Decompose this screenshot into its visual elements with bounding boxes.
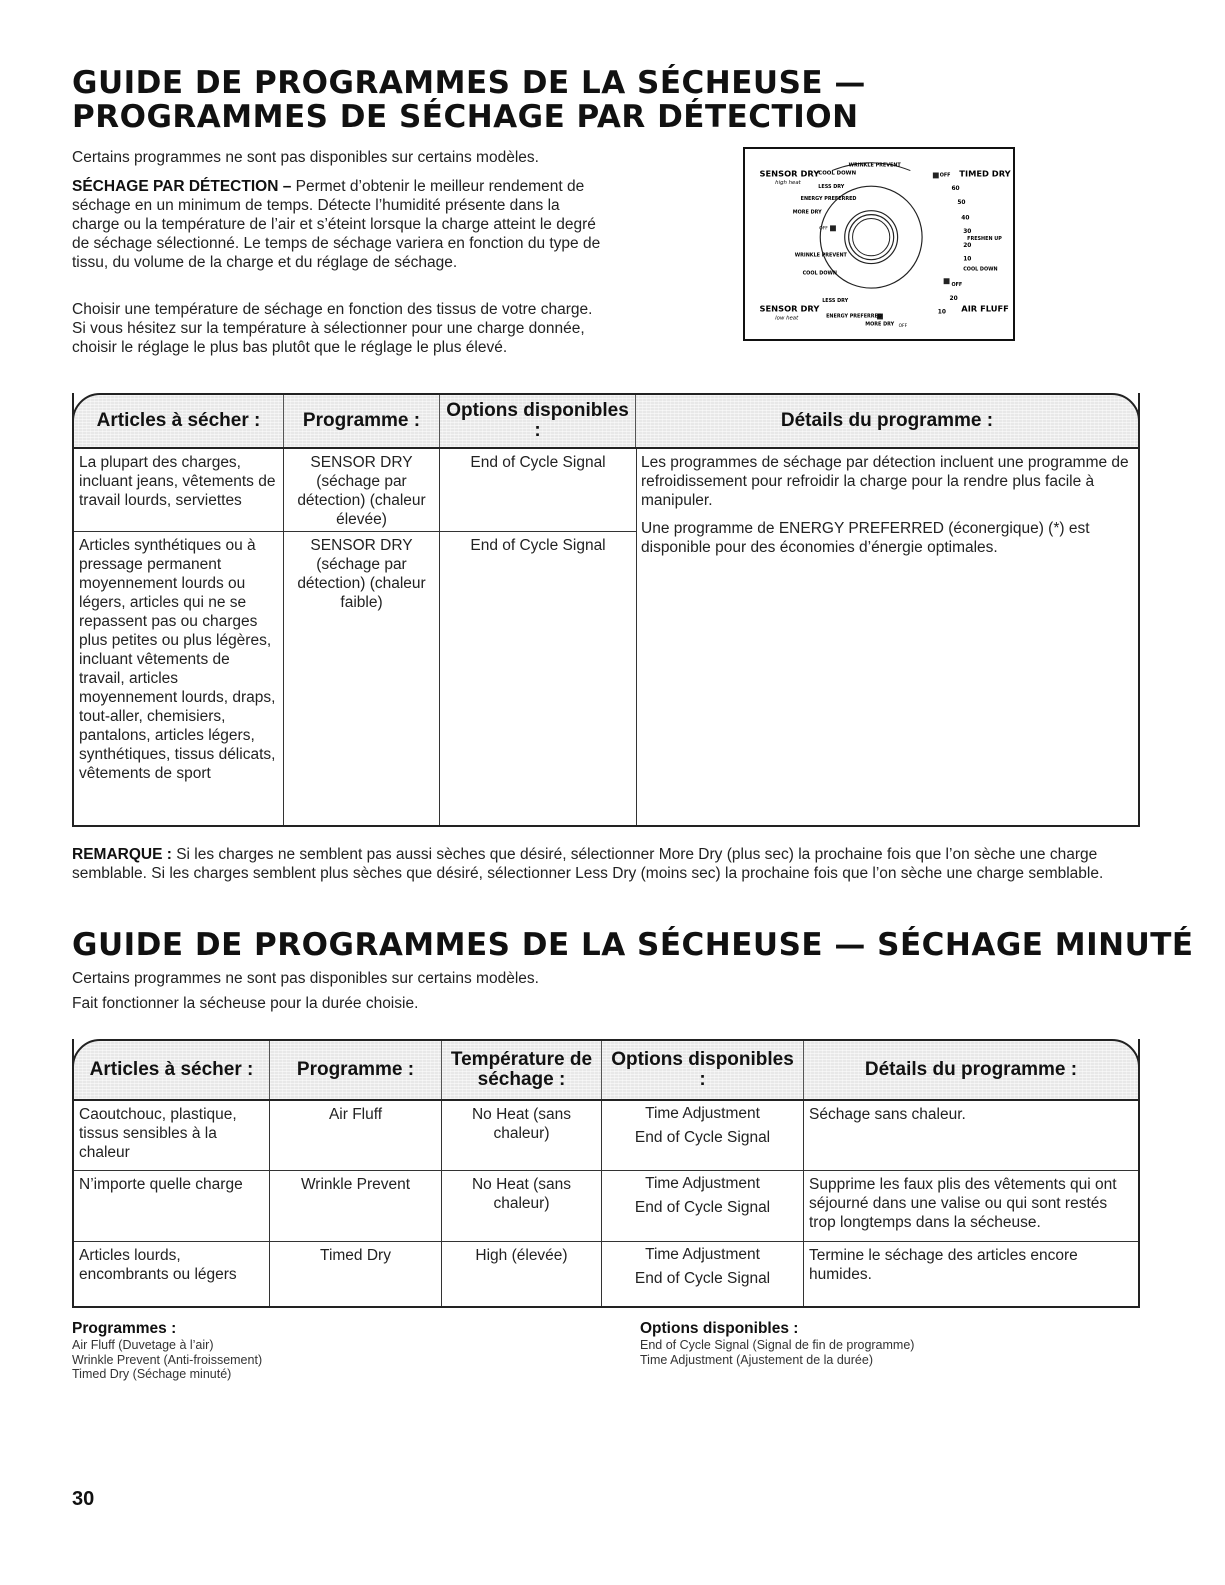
details-paragraph-2: Une programme de ENERGY PREFERRED (éconergique) (*) est disponible pour des économies d’énergie optimales. [641, 520, 1090, 556]
header-articles: Articles à sécher : [74, 395, 284, 447]
cell-articles: Articles synthétiques ou à pressage permanent moyennement lourds ou légers, articles qui ne se repassent pas ou charges plus petites ou plus légères, incluant vêtements de travail, articles moyennement lourds, draps, tout-aller, chemisiers, pantalons, articles légers, synthétiques, tissus délicats, vêtements de sport [74, 532, 284, 825]
legend-item: Time Adjustment (Ajustement de la durée) [640, 1352, 873, 1367]
energy-preferred-top-label: ENERGY PREFERRED [800, 195, 857, 202]
header-programme: Programme : [270, 1041, 442, 1099]
cool-down-right-label: COOL DOWN [963, 266, 998, 273]
header-programme: Programme : [284, 395, 440, 447]
cell-programme: Timed Dry [270, 1242, 442, 1306]
remarque-label: REMARQUE : [72, 846, 172, 863]
legend-item: Air Fluff (Duvetage à l’air) [72, 1338, 214, 1352]
low-heat-label: low heat [775, 315, 799, 322]
option-end-of-cycle: End of Cycle Signal [634, 1270, 771, 1287]
wrinkle-prevent-top-label: WRINKLE PREVENT [848, 162, 901, 169]
tick-20: 20 [963, 242, 972, 249]
option-end-of-cycle: End of Cycle Signal [634, 1129, 771, 1146]
remarque-note [72, 845, 1132, 883]
programmes-legend-list [72, 1338, 262, 1382]
option-time-adjustment: Time Adjustment [645, 1175, 760, 1192]
sensor-dry-label: SÉCHAGE PAR DÉTECTION – [72, 178, 292, 195]
timed-dry-label: TIMED DRY [959, 168, 1011, 179]
cell-programme: Air Fluff [270, 1101, 442, 1170]
timed-dry-table-header [72, 1039, 1140, 1101]
off-right-marker [944, 278, 950, 284]
sensor-dry-text: Permet d’obtenir le meilleur rendement de séchage en un minimum de temps. Détecte l’humidité présente dans la charge ou la température de l’air et s’éteint lorsque la charge atteint le degré de séchage sélectionné. Le temps de séchage variera en fonction du type de tissu, du volume de la charge et du réglage de séchage. [72, 178, 601, 271]
table-row [74, 1101, 1138, 1171]
options-legend-list [640, 1338, 914, 1367]
cell-options: End of Cycle Signal [470, 537, 606, 554]
sensor-dry-table-body [74, 449, 1138, 825]
header-details: Détails du programme : [780, 410, 994, 431]
cell-options [602, 1242, 804, 1306]
option-time-adjustment: Time Adjustment [645, 1105, 760, 1122]
cell-articles: Caoutchouc, plastique, tissus sensibles à la chaleur [74, 1101, 270, 1170]
sensor-dry-table-header [72, 393, 1140, 449]
cell-options: End of Cycle Signal [470, 454, 606, 471]
header-details: Détails du programme : [864, 1059, 1078, 1080]
header-options: Options disponibles : [602, 1041, 804, 1099]
more-dry-bottom-label: MORE DRY [865, 321, 895, 328]
dryer-control-dial-illustration [743, 147, 1015, 341]
cell-details: Séchage sans chaleur. [809, 1106, 966, 1123]
tick-20-lower: 20 [949, 295, 958, 302]
cell-temperature: No Heat (sans chaleur) [442, 1101, 602, 1170]
temperature-paragraph: Choisir une température de séchage en fonction des tissus de votre charge. Si vous hésitez sur la température à sélectionner pour une charge donnée, choisir le réglage le plus bas plutôt que le réglage le plus élevé. [72, 301, 593, 356]
energy-preferred-bottom-label: ENERGY PREFERRED [826, 313, 882, 320]
legend-item: Wrinkle Prevent (Anti-froissement) [72, 1352, 263, 1367]
cell-articles: La plupart des charges, incluant jeans, vêtements de travail lourds, serviettes [74, 449, 284, 531]
sensor-dry-paragraph [72, 177, 602, 272]
sensor-dry-bottom-label: SENSOR DRY [759, 303, 820, 314]
section1-title-line2: PROGRAMMES DE SÉCHAGE PAR DÉTECTION [72, 99, 859, 135]
section1-intro: Certains programmes ne sont pas disponibles sur certains modèles. [72, 149, 539, 166]
remarque-text: Si les charges ne semblent pas aussi sèches que désiré, sélectionner More Dry (plus sec) la prochaine fois que l’on sèche une charge semblable. Si les charges semblent plus sèches que désiré, sélectionner Less Dry (moins sec) la prochaine fois que l’on sèche une charge semblable. [72, 846, 1104, 882]
header-temperature: Température de séchage : [442, 1041, 602, 1099]
cell-programme: Wrinkle Prevent [270, 1171, 442, 1241]
cool-down-left-label: COOL DOWN [802, 270, 837, 277]
cool-down-top-label: COOL DOWN [818, 170, 857, 177]
tick-10-lower: 10 [937, 309, 946, 316]
cell-temperature: High (élevée) [442, 1242, 602, 1306]
sensor-dry-rows [74, 449, 636, 825]
cell-programme: SENSOR DRY (séchage par détection) (chaleur élevée) [284, 449, 440, 531]
header-articles: Articles à sécher : [74, 1041, 270, 1099]
off-right-label: OFF [951, 282, 963, 289]
cell-details [636, 449, 1138, 825]
off-left-marker [830, 225, 836, 231]
section1-title-line1: GUIDE DE PROGRAMMES DE LA SÉCHEUSE — [72, 65, 866, 101]
options-legend-title: Options disponibles : [640, 1320, 799, 1337]
tick-10: 10 [963, 256, 972, 263]
programmes-legend-title: Programmes : [72, 1320, 177, 1337]
off-bottom-label: OFF [898, 324, 908, 330]
high-heat-label: high heat [775, 180, 801, 187]
tick-30: 30 [963, 229, 972, 236]
cell-options [602, 1171, 804, 1241]
cell-programme: SENSOR DRY (séchage par détection) (chaleur faible) [284, 532, 440, 825]
tick-60: 60 [951, 186, 960, 193]
page-number: 30 [72, 1488, 95, 1510]
freshen-up-label: FRESHEN UP [967, 236, 1002, 243]
table-row [74, 1242, 1138, 1306]
table-row [74, 1171, 1138, 1242]
legend-item: Timed Dry (Séchage minuté) [72, 1367, 232, 1381]
tick-40: 40 [961, 215, 970, 222]
details-paragraph-1: Les programmes de séchage par détection incluent une programme de refroidissement pour refroidir la charge pour la rendre plus facile à manipuler. [641, 454, 1129, 509]
option-end-of-cycle: End of Cycle Signal [634, 1199, 771, 1216]
cell-temperature: No Heat (sans chaleur) [442, 1171, 602, 1241]
table-row [74, 532, 636, 825]
option-time-adjustment: Time Adjustment [645, 1246, 760, 1263]
legend-item: End of Cycle Signal (Signal de fin de programme) [640, 1338, 915, 1352]
wrinkle-prevent-left-label: WRINKLE PREVENT [794, 252, 847, 259]
sensor-dry-top-label: SENSOR DRY [759, 168, 820, 179]
section2-title: GUIDE DE PROGRAMMES DE LA SÉCHEUSE — SÉCHAGE MINUTÉ [72, 927, 1194, 963]
more-dry-top-label: MORE DRY [792, 209, 822, 216]
section2-intro-2: Fait fonctionner la sécheuse pour la durée choisie. [72, 995, 419, 1012]
cell-options [602, 1101, 804, 1170]
less-dry-top-label: LESS DRY [818, 184, 845, 191]
air-fluff-label: AIR FLUFF [961, 303, 1009, 314]
cell-details: Termine le séchage des articles encore humides. [809, 1247, 1078, 1283]
off-top-marker [933, 173, 939, 179]
table-row [74, 449, 636, 532]
timed-dry-table [72, 1039, 1140, 1308]
off-left-label: OFF [819, 226, 828, 232]
header-options: Options disponibles : [440, 395, 636, 447]
off-top-label: OFF [939, 172, 951, 179]
cell-articles: N’importe quelle charge [74, 1171, 270, 1241]
sensor-dry-table [72, 393, 1140, 827]
tick-50: 50 [957, 199, 966, 206]
cell-articles: Articles lourds, encombrants ou légers [74, 1242, 270, 1306]
less-dry-bottom-label: LESS DRY [822, 297, 849, 304]
cell-details: Supprime les faux plis des vêtements qui ont séjourné dans une valise ou qui sont restés trop longtemps dans la sécheuse. [809, 1176, 1117, 1231]
section2-intro-1: Certains programmes ne sont pas disponibles sur certains modèles. [72, 970, 539, 987]
